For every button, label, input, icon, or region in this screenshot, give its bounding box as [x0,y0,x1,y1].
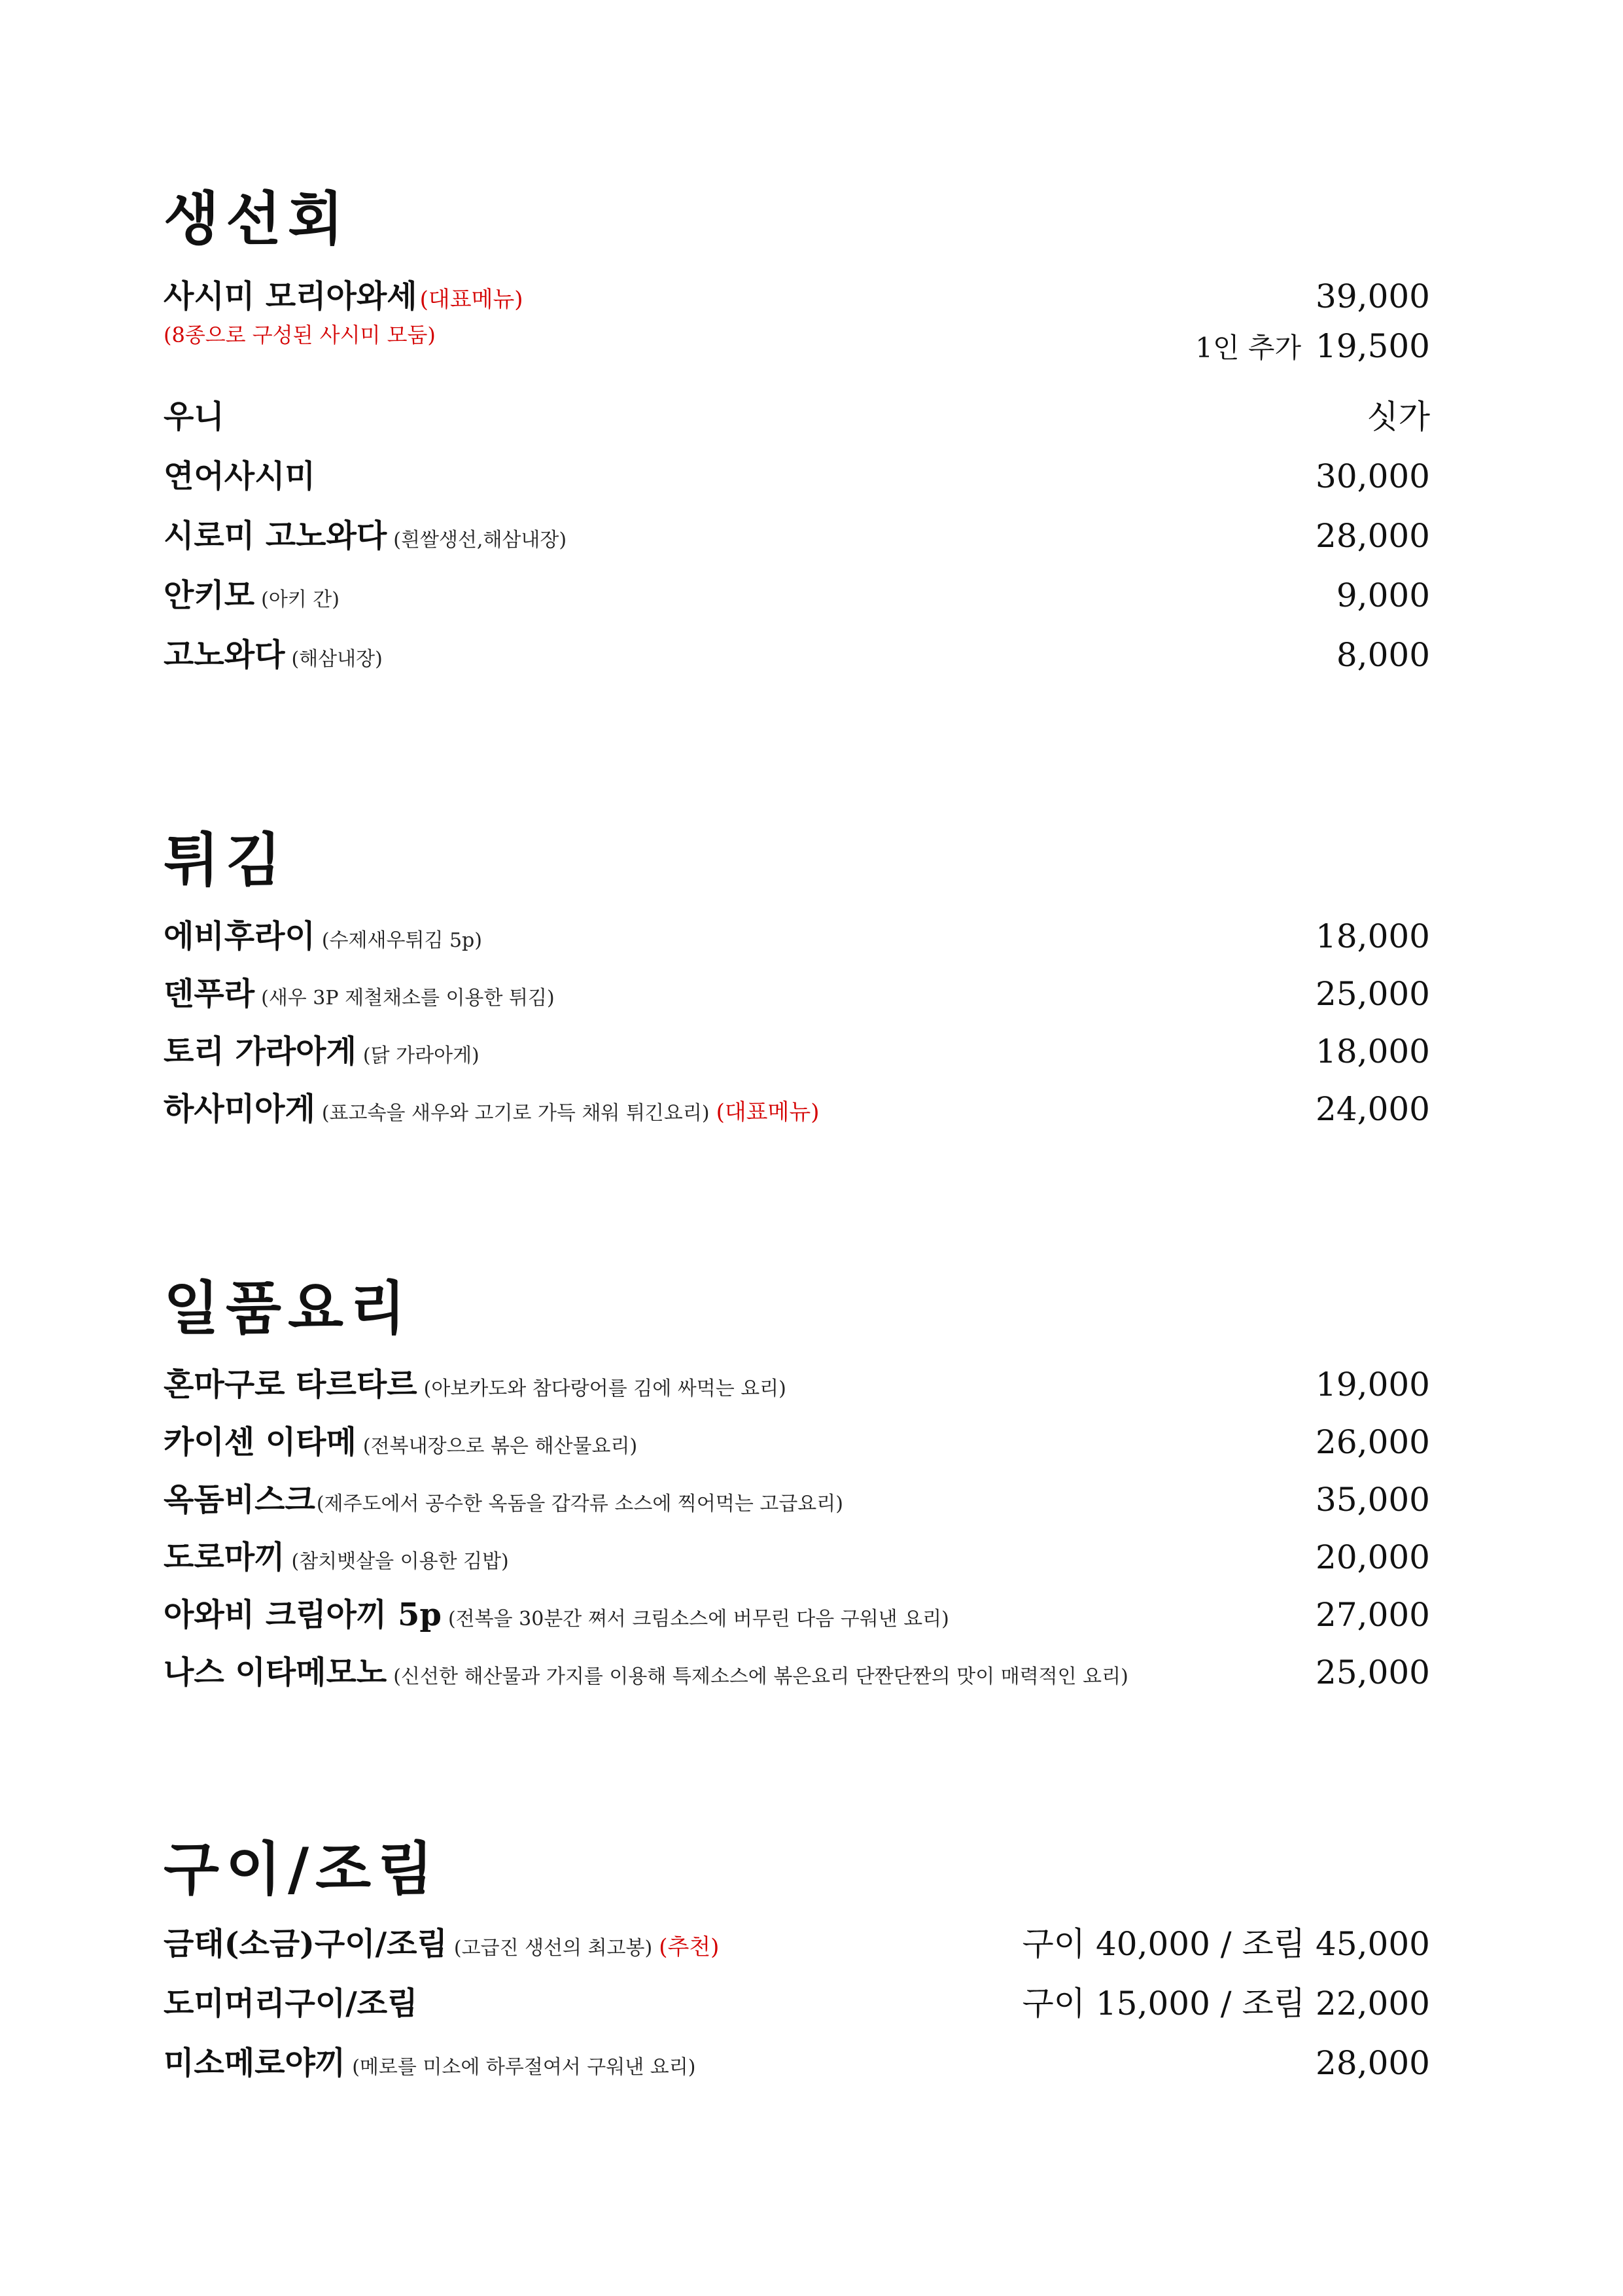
item-price: 싯가 [1367,398,1430,436]
item-note: (표고속을 새우와 고기로 가득 채워 튀긴요리) [321,1102,710,1125]
menu-item [164,1921,1430,1967]
menu-item [164,1086,1430,1132]
item-description: (8종으로 구성된 사시미 모둠) [164,323,436,347]
item-name: 카이센 이타메 [164,1424,357,1460]
item-name: 금태(소금)구이/조림 [164,1926,447,1962]
item-price: 28,000 [1316,2044,1430,2082]
item-note: (해삼내장) [291,648,383,671]
item-price: 구이 40,000 / 조림 45,000 [1022,1925,1430,1963]
item-price: 27,000 [1316,1596,1430,1634]
item-name: 덴푸라 [164,976,255,1012]
section-title: 생선회 [164,185,351,253]
item-price: 24,000 [1316,1090,1430,1128]
menu-item [164,573,1430,618]
menu-item [164,1477,1430,1523]
extra-label: 1인 추가 [1195,332,1302,364]
item-name: 시로미 고노와다 [164,518,387,554]
item-price: 35,000 [1316,1481,1430,1519]
recommend-tag: (추천) [659,1934,720,1960]
item-price: 18,000 [1316,1033,1430,1070]
extra-person-price [1195,323,1430,371]
item-note: (아키 간) [261,588,340,611]
menu-item [164,394,1430,440]
signature-tag: (대표메뉴) [716,1099,820,1125]
item-price: 26,000 [1316,1423,1430,1461]
item-note: (아보카도와 참다랑어를 김에 싸먹는 요리) [423,1377,786,1400]
item-price: 19,000 [1316,1366,1430,1404]
menu-item [164,274,1430,319]
item-note: (흰쌀생선,해삼내장) [393,529,567,552]
menu-item [164,632,1430,678]
item-name: 아와비 크림아끼 5p [164,1597,442,1633]
item-price: 20,000 [1316,1538,1430,1576]
item-note: (새우 3P 제철채소를 이용한 튀김) [261,987,555,1010]
item-price: 25,000 [1316,975,1430,1013]
menu-item [164,513,1430,559]
item-name: 도로마끼 [164,1539,285,1576]
item-name: 에비후라이 [164,918,315,955]
menu-item [164,1362,1430,1407]
menu-item [164,913,1430,959]
item-note: (전복내장으로 볶은 해산물요리) [362,1435,638,1458]
item-name: 미소메로야끼 [164,2045,346,2081]
item-name: 도미머리구이/조림 [164,1985,418,2022]
item-price: 39,000 [1316,277,1430,315]
item-name: 옥돔비스크 [164,1481,315,1518]
item-note: (제주도에서 공수한 옥돔을 갑각류 소스에 찍어먹는 고급요리) [316,1492,843,1515]
item-name: 우니 [164,398,224,435]
section-title: 구이/조림 [164,1835,440,1903]
item-name: 혼마구로 타르타르 [164,1366,417,1403]
item-price: 8,000 [1336,636,1430,674]
item-note: (고급진 생선의 최고봉) [453,1937,653,1960]
extra-price: 19,500 [1316,327,1430,365]
menu-item [164,971,1430,1017]
item-name: 하사미아게 [164,1091,315,1127]
item-note: (메로를 미소에 하루절여서 구워낸 요리) [352,2056,696,2079]
item-note: (수제새우튀김 5p) [321,929,482,952]
item-price: 28,000 [1316,517,1430,555]
item-price: 25,000 [1316,1653,1430,1691]
item-name: 나스 이타메모노 [164,1654,387,1691]
item-price: 9,000 [1336,576,1430,614]
section-title: 일품요리 [164,1274,413,1342]
menu-item [164,1534,1430,1580]
menu-item [164,453,1430,499]
menu-item [164,1029,1430,1074]
menu-item [164,1592,1430,1638]
item-name: 토리 가라아게 [164,1033,357,1070]
item-price: 18,000 [1316,917,1430,955]
item-price: 구이 15,000 / 조림 22,000 [1022,1985,1430,2022]
signature-tag: (대표메뉴) [419,287,523,313]
item-note: (신선한 해산물과 가지를 이용해 특제소스에 볶은요리 단짠단짠의 맛이 매력적인 요리) [393,1665,1128,1688]
item-note: (참치뱃살을 이용한 김밥) [291,1550,509,1573]
item-name: 연어사시미 [164,458,315,495]
item-note: (닭 가라아게) [362,1044,480,1067]
item-name: 사시미 모리아와세 [164,278,417,315]
item-name: 안키모 [164,577,255,614]
menu-item [164,2040,1430,2086]
menu-item [164,1419,1430,1465]
item-price: 30,000 [1316,457,1430,495]
menu-item [164,1981,1430,2026]
item-note: (전복을 30분간 쪄서 크림소스에 버무린 다음 구워낸 요리) [447,1608,949,1631]
item-name: 고노와다 [164,637,285,673]
section-title: 튀김 [164,826,288,894]
menu-item [164,1650,1430,1695]
